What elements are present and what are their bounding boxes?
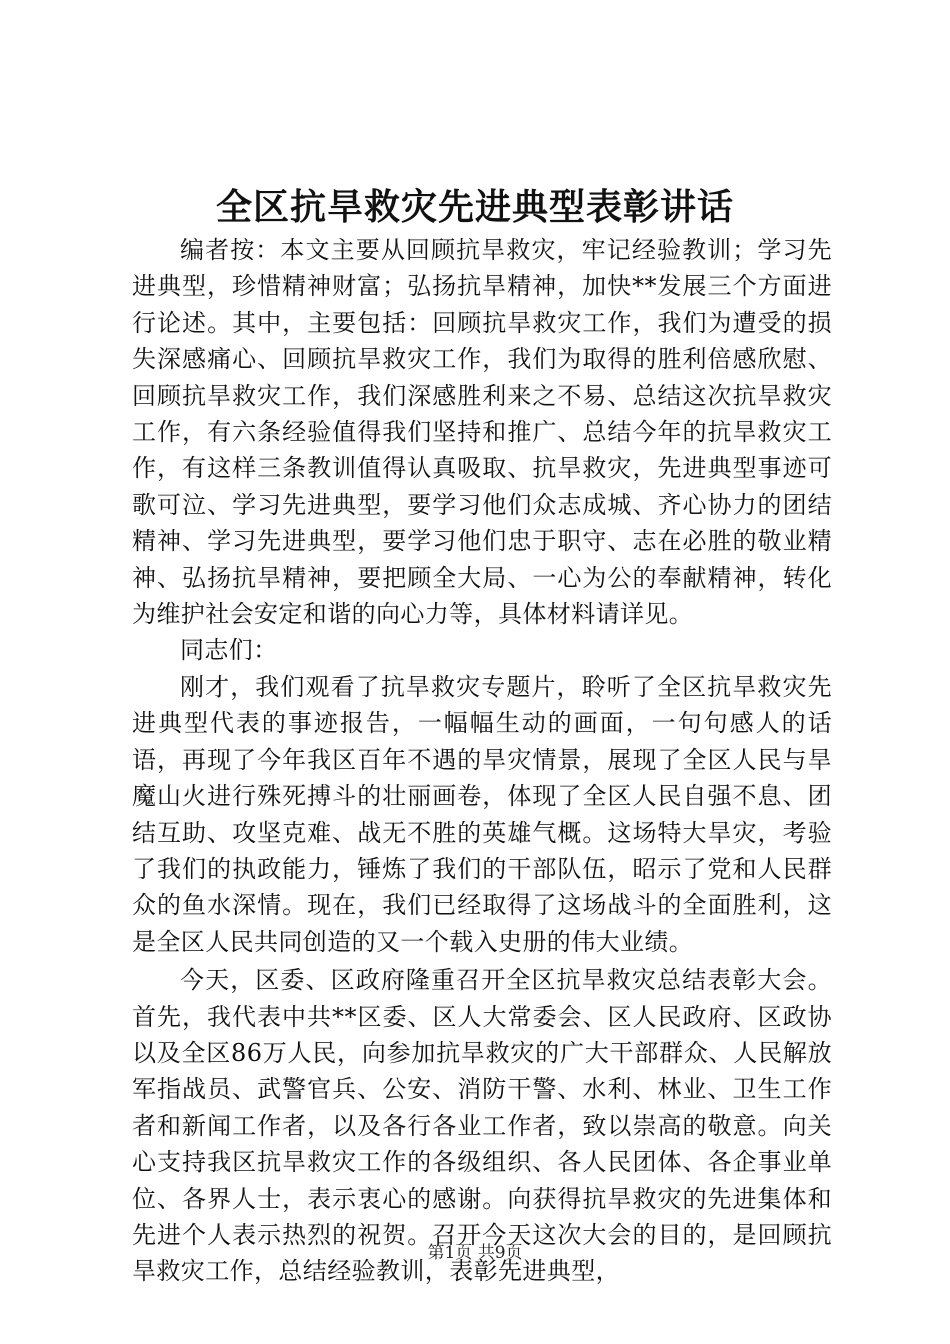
page-number-footer: 第1页 共9页 (427, 1243, 523, 1263)
editor-note-paragraph: 编者按：本文主要从回顾抗旱救灾，牢记经验教训；学习先进典型，珍惜精神财富；弘扬抗旱精神，加快**发展三个方面进行论述。其中，主要包括：回顾抗旱救灾工作，我们为遭受的损失深感痛心、回顾抗旱救灾工作，我们为取得的胜利倍感欣慰、回顾抗旱救灾工作，我们深感胜利来之不易、总结这次抗旱救灾工作，有六条经验值得我们坚持和推广、总结今年的抗旱救灾工作，有这样三条教训值得认真吸取、抗旱救灾，先进典型事迹可歌可泣、学习先进典型，要学习他们众志成城、齐心协力的团结精神、学习先进典型，要学习他们忠于职守、志在必胜的敬业精神、弘扬抗旱精神，要把顾全大局、一心为公的奉献精神，转化为维护社会安定和谐的向心力等，具体材料请详见。 (132, 236, 832, 629)
body-paragraph-2: 今天，区委、区政府隆重召开全区抗旱救灾总结表彰大会。首先，我代表中共**区委、区人大常委会、区人民政府、区政协以及全区86万人民，向参加抗旱救灾的广大干部群众、人民解放军指战员、武警官兵、公安、消防干警、水利、林业、卫生工作者和新闻工作者，以及各行各业工作者，致以崇高的敬意。向关心支持我区抗旱救灾工作的各级组织、各人民团体、各企事业单位、各界人士，表示衷心的感谢。向获得抗旱救灾的先进集体和先进个人表示热烈的祝贺。召开今天这次大会的目的，是回顾抗旱救灾工作，总结经验教训，表彰先进典型， (132, 966, 832, 1286)
salutation-paragraph: 同志们： (180, 636, 278, 665)
body-paragraph-1: 刚才，我们观看了抗旱救灾专题片，聆听了全区抗旱救灾先进典型代表的事迹报告，一幅幅生动的画面，一句句感人的话语，再现了今年我区百年不遇的旱灾情景，展现了全区人民与旱魔山火进行殊死搏斗的壮丽画卷，体现了全区人民自强不息、团结互助、攻坚克难、战无不胜的英雄气概。这场特大旱灾，考验了我们的执政能力，锤炼了我们的干部队伍，昭示了党和人民群众的鱼水深情。现在，我们已经取得了这场战斗的全面胜利，这是全区人民共同创造的又一个载入史册的伟大业绩。 (132, 672, 832, 956)
document-title: 全区抗旱救灾先进典型表彰讲话 (215, 186, 734, 228)
document-body (132, 232, 832, 1290)
